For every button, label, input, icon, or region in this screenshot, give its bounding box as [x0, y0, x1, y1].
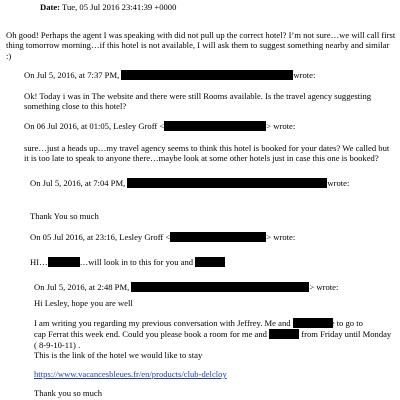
date-header — [40, 2, 176, 12]
redaction-bar — [127, 178, 327, 188]
quote-header — [24, 121, 295, 131]
quote-suffix: > wrote: — [266, 232, 296, 242]
text-line — [34, 318, 333, 329]
text-line: This is the link of the hotel we would like to stay — [34, 350, 203, 360]
redaction-bar — [170, 232, 266, 242]
quote-prefix: On 06 Jul 2016, at 01:05, Lesley Groff < — [24, 121, 165, 131]
redaction-bar — [131, 282, 309, 292]
quote-header — [30, 178, 349, 188]
message-paragraph: Oh good! Perhaps the agent I was speaking with did not pull up the correct hotel? I’m not sure…we will call first thing tomorrow morning…if this hotel is not available, I will ask them to suggest something nearby and similar :) — [6, 30, 396, 61]
redaction-bar — [164, 121, 266, 131]
redaction-bar — [269, 329, 299, 339]
redaction-bar — [121, 70, 293, 80]
message-paragraph — [30, 257, 225, 267]
quote-header — [30, 232, 295, 242]
date-value: Tue, 05 Jul 2016 23:41:39 +0000 — [62, 2, 177, 12]
message-paragraph: Hi Lesley, hope you are well — [34, 298, 133, 308]
quote-header — [34, 282, 338, 292]
message-paragraph — [34, 318, 333, 329]
text: …will look in to this for you and — [79, 257, 194, 267]
date-label: Date: — [40, 2, 61, 12]
message-paragraph: Thank You so much — [30, 211, 99, 221]
message-paragraph: Ok! Today i was in The website and there were still Rooms available. Is the travel agency suggesting something close to this hotel? — [24, 91, 372, 112]
message-paragraph: Thank you so much — [34, 388, 103, 398]
text: HI… — [30, 257, 48, 267]
redaction-bar — [48, 257, 80, 267]
quote-prefix: On Jul 5, 2016, at 2:48 PM, — [34, 282, 130, 292]
hotel-link-line — [34, 369, 227, 379]
message-paragraph: sure…just a heads up…my travel agency seems to think this hotel is booked for your dates? We called but it is too late to speak to anyone there…maybe look at some other hotels just in case this one is booked? — [24, 143, 390, 164]
text-line: ( 8-9-10-11) . — [34, 340, 81, 350]
text: I am writing you regarding my previous conversation with Jeffrey. Me and — [34, 318, 291, 328]
text-line: cap Ferrat this week end. Could you please book a room for me and from Friday until Monday — [34, 329, 392, 339]
quote-header — [24, 70, 315, 80]
quote-suffix: wrote: — [293, 70, 316, 80]
text-line: would like to go to — [298, 318, 363, 328]
text: from Friday until Monday — [301, 329, 392, 339]
quote-prefix: On Jul 5, 2016, at 7:04 PM, — [30, 178, 126, 188]
quote-prefix: On Jul 5, 2016, at 7:37 PM, — [24, 70, 120, 80]
redaction-bar — [195, 257, 225, 267]
quote-prefix: On 05 Jul 2016, at 23:16, Lesley Groff < — [30, 232, 171, 242]
quote-suffix: > wrote: — [309, 282, 339, 292]
quote-suffix: wrote: — [327, 178, 350, 188]
hotel-link[interactable]: https://www.vacancesbleues.fr/en/products/club-delcloy — [34, 369, 227, 379]
quote-suffix: > wrote: — [266, 121, 296, 131]
